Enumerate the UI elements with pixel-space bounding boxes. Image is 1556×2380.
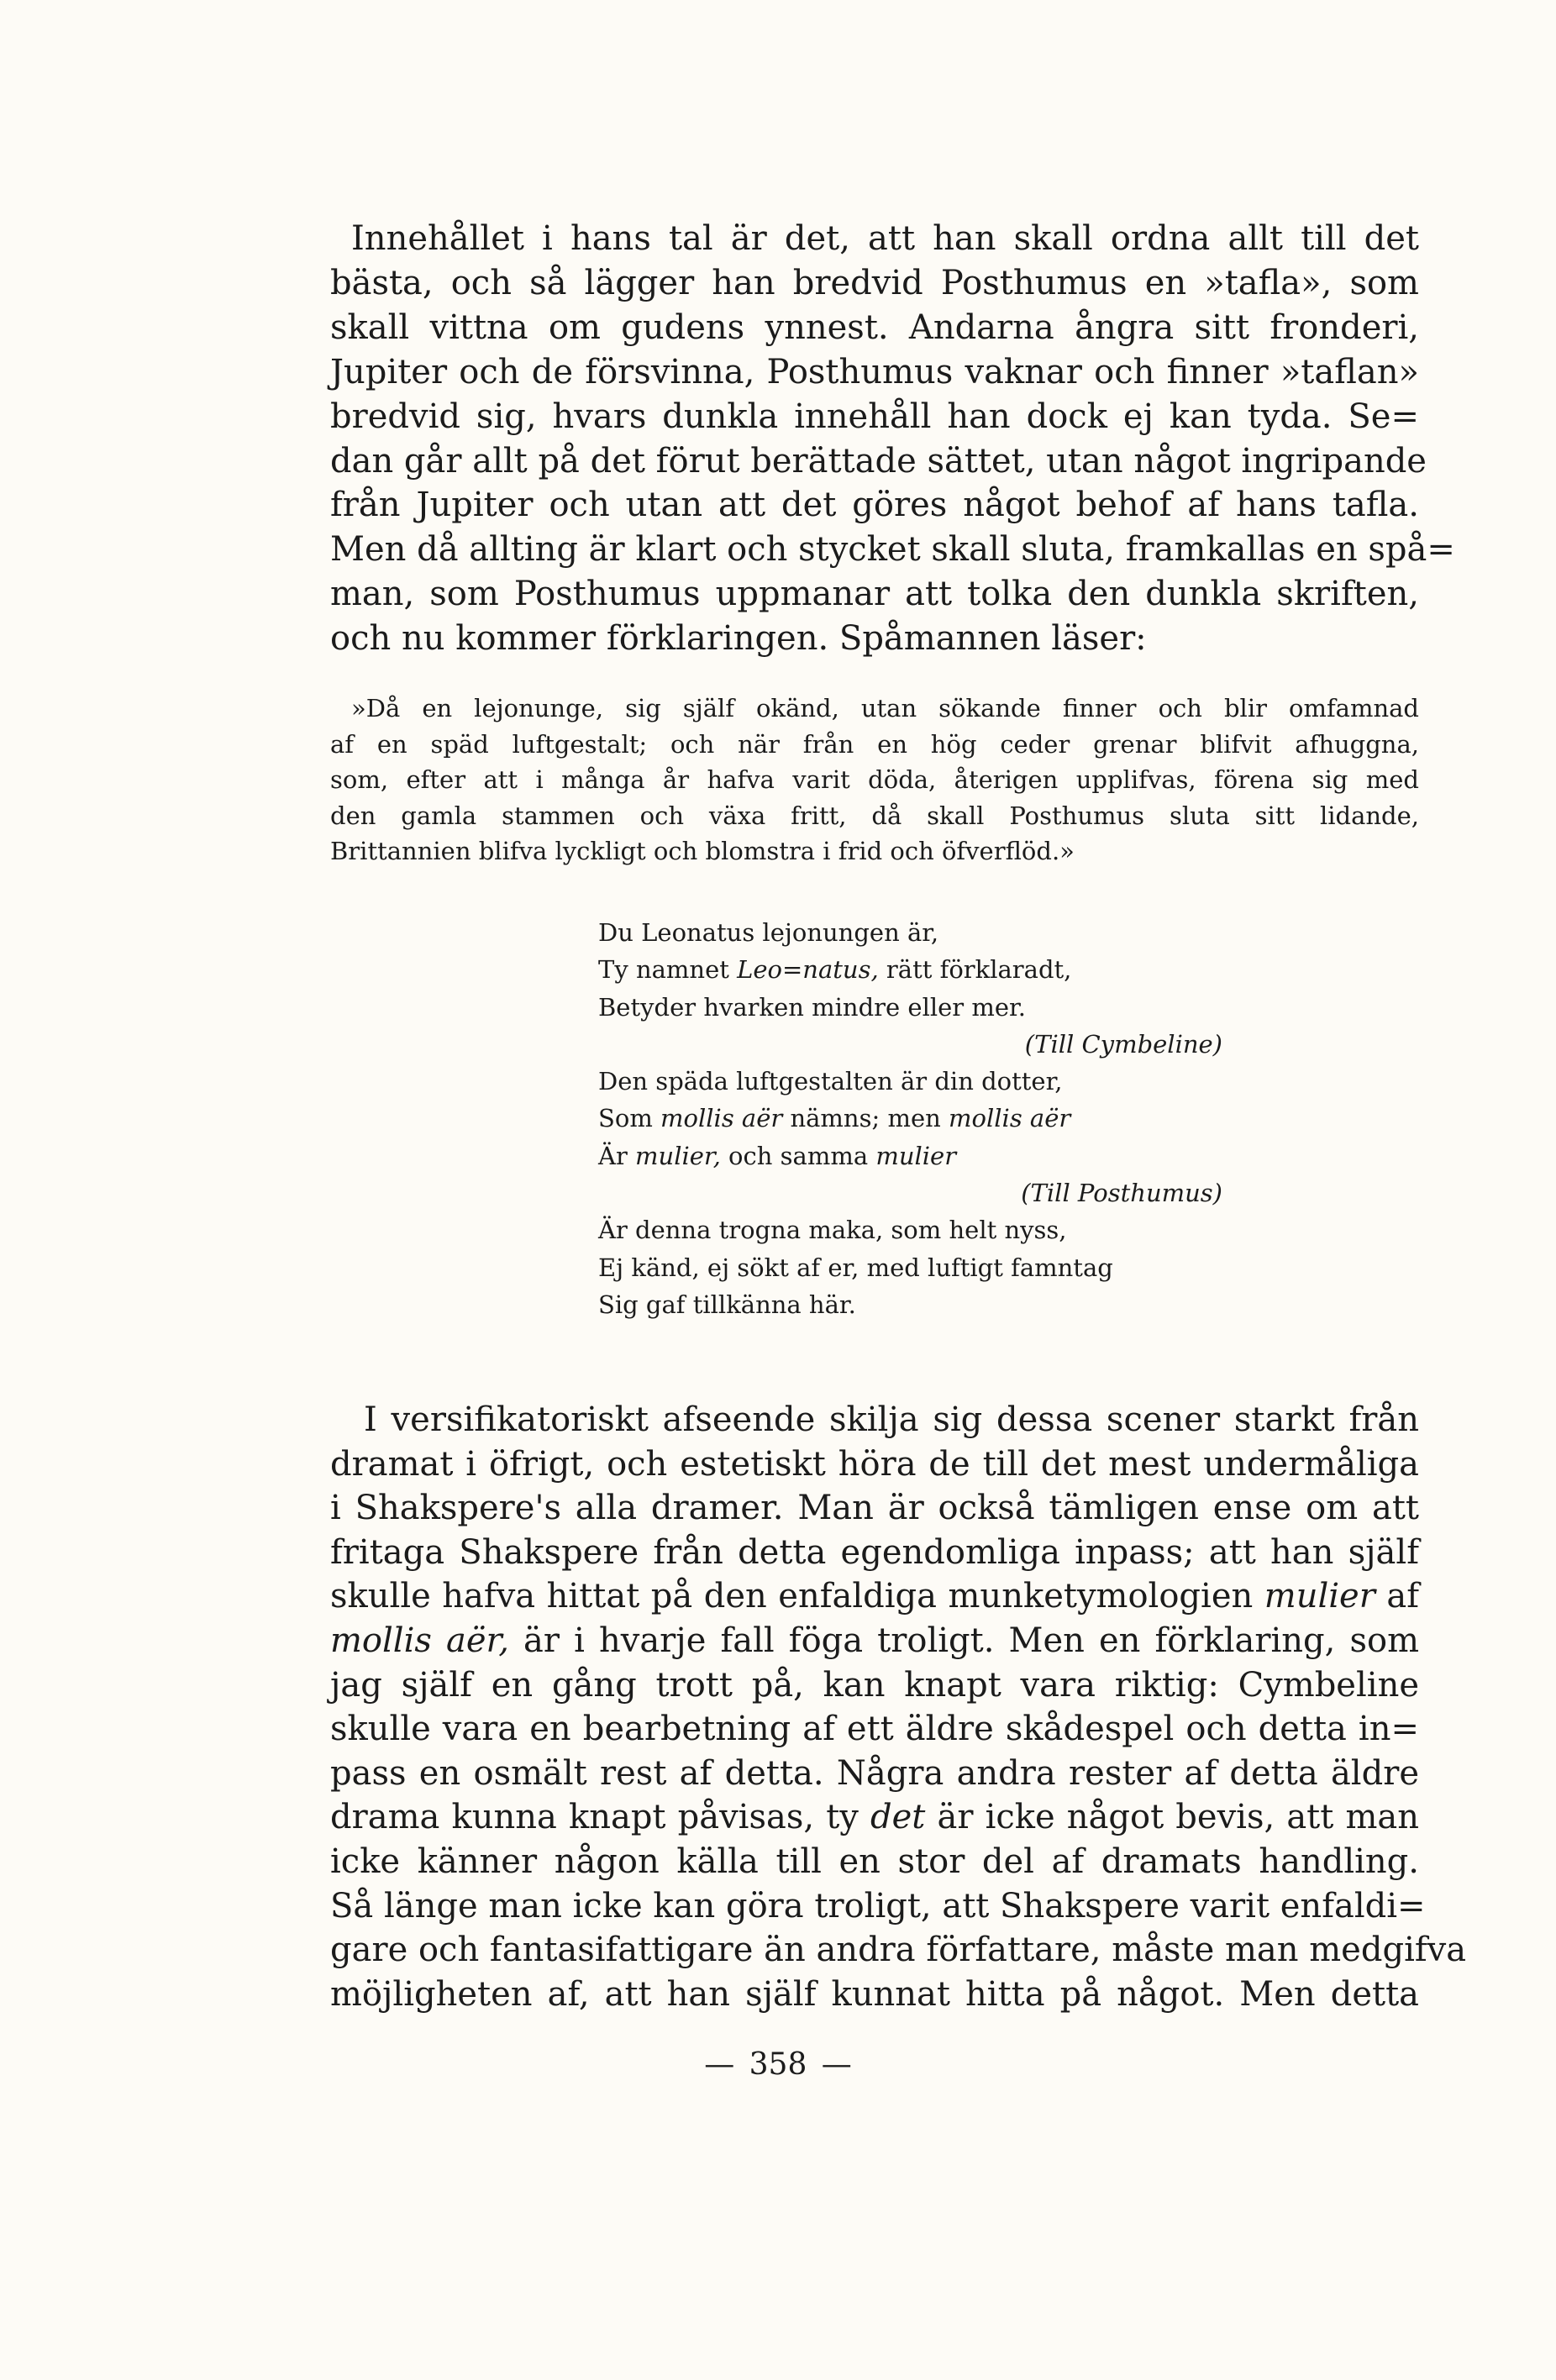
quote-line: den gamla stammen och växa fritt, då skall Posthumus sluta sitt lidande, <box>330 801 1419 830</box>
stage-direction: (Till Posthumus) <box>1021 1179 1222 1208</box>
quote-line: »Då en lejonunge, sig själf okänd, utan sökande finner och blir omfamnad <box>351 694 1419 722</box>
text-line: skall vittna om gudens ynnest. Andarna ångra sitt fronderi, <box>330 307 1419 347</box>
paragraph-1 <box>330 217 1455 661</box>
text-line: icke känner någon källa till en stor del af dramats handling. <box>330 1841 1419 1881</box>
text-line: dan går allt på det förut berättade sättet, utan något ingripande <box>330 441 1427 481</box>
text-line: Så länge man icke kan göra troligt, att Shakspere varit enfaldi= <box>330 1886 1426 1926</box>
text-line: Jupiter och de försvinna, Posthumus vaknar och finner »taflan» <box>330 352 1419 391</box>
text-line: Innehållet i hans tal är det, att han skall ordna allt till det <box>351 219 1419 258</box>
text-line: skulle hafva hittat på den enfaldiga munketymologien mulier af <box>330 1577 1419 1616</box>
prophecy-quote <box>330 691 1419 870</box>
text-line: dramat i öfrigt, och estetiskt höra de till det mest undermåliga <box>330 1444 1419 1484</box>
text-line: och nu kommer förklaringen. Spåmannen läser: <box>330 619 1147 659</box>
page-number: — 358 — <box>704 2047 852 2082</box>
verse-line: Är mulier, och samma mulier <box>598 1141 957 1170</box>
text-line: drama kunna knapt påvisas, ty det är icke något bevis, att man <box>330 1798 1419 1837</box>
text-line: möjligheten af, att han själf kunnat hitta på något. Men detta <box>330 1974 1419 2014</box>
text-line: gare och fantasifattigare än andra författare, måste man medgifva <box>330 1931 1467 1970</box>
text-line: mollis aër, är i hvarje fall föga troligt. Men en förklaring, som <box>330 1621 1419 1660</box>
quote-line: af en späd luftgestalt; och när från en hög ceder grenar blifvit afhuggna, <box>330 729 1419 759</box>
stage-direction: (Till Cymbeline) <box>1024 1029 1222 1059</box>
text-line: pass en osmält rest af detta. Några andra rester af detta äldre <box>330 1753 1419 1793</box>
verse-line: Ty namnet Leo=natus, rätt förklaradt, <box>598 955 1072 985</box>
verse-line: Som mollis aër nämns; men mollis aër <box>598 1104 1071 1133</box>
text-line: fritaga Shakspere från detta egendomliga inpass; att han själf <box>330 1532 1419 1572</box>
text-line: från Jupiter och utan att det göres något behof af hans tafla. <box>330 486 1419 525</box>
verse-line: Den späda luftgestalten är din dotter, <box>598 1067 1063 1096</box>
text-line: I versifikatoriskt afseende skilja sig dessa scener starkt från <box>364 1400 1419 1439</box>
text-line: bästa, och så lägger han bredvid Posthumus en »tafla», som <box>330 263 1419 302</box>
verse-line: Ej känd, ej sökt af er, med luftigt famntag <box>598 1253 1113 1282</box>
paragraph-2 <box>330 1398 1467 2016</box>
text-line: bredvid sig, hvars dunkla innehåll han dock ej kan tyda. Se= <box>330 397 1419 436</box>
text-line: skulle vara en bearbetning af ett äldre skådespel och detta in= <box>330 1710 1419 1749</box>
text-line: man, som Posthumus uppmanar att tolka den dunkla skriften, <box>330 575 1419 614</box>
text-line: jag själf en gång trott på, kan knapt vara riktig: Cymbeline <box>330 1665 1419 1705</box>
quote-line: som, efter att i många år hafva varit döda, återigen upplifvas, förena sig med <box>330 765 1419 795</box>
text-line: Men då allting är klart och stycket skall sluta, framkallas en spå= <box>330 530 1455 570</box>
verse-line: Betyder hvarken mindre eller mer. <box>598 992 1026 1022</box>
verse-line: Sig gaf tillkänna här. <box>598 1290 856 1319</box>
text-line: i Shakspere's alla dramer. Man är också tämligen ense om att <box>330 1489 1419 1528</box>
verse-line: Är denna trogna maka, som helt nyss, <box>598 1216 1067 1245</box>
verse-line: Du Leonatus lejonungen är, <box>598 918 939 947</box>
quote-line: Brittannien blifva lyckligt och blomstra i frid och öfverflöd.» <box>330 837 1075 866</box>
verse-block <box>598 914 1237 1323</box>
